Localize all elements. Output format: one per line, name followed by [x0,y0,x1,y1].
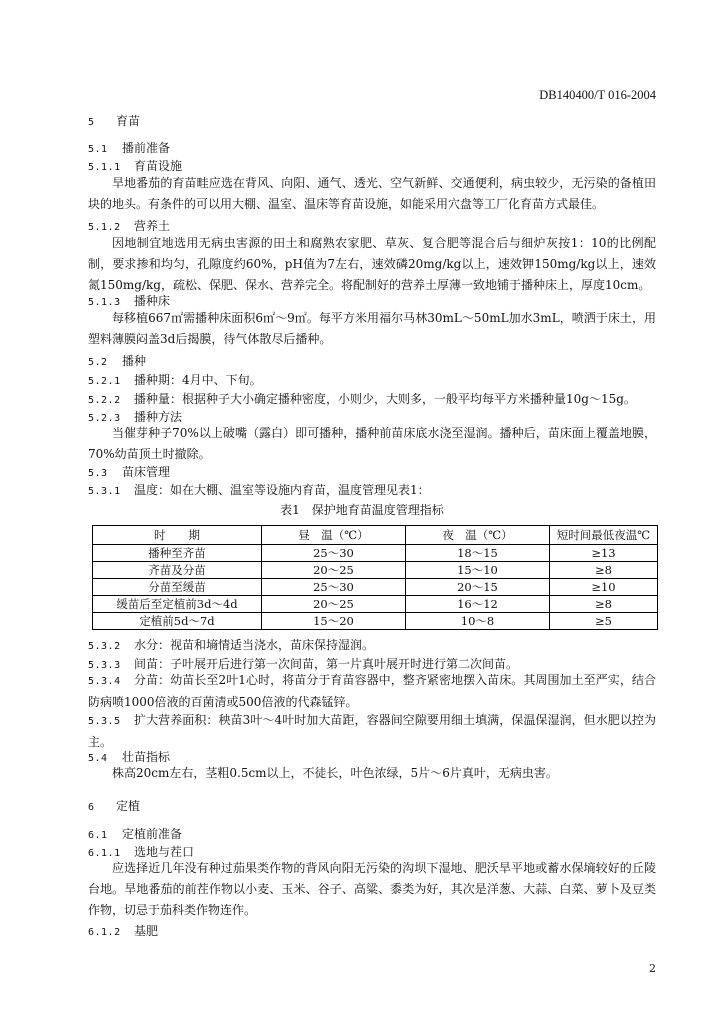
section-number: 5.2 [88,357,108,368]
table-row [93,562,658,579]
section-title: 定植前准备 [122,827,183,841]
section-number: 5.3.3 [88,660,121,671]
table-cell: ≥10 [550,579,658,596]
temperature-table [92,525,658,630]
table-row [93,545,658,562]
clause-text: 分苗：幼苗长至2叶1心时，将苗分于育苗容器中，整齐紧密地摆入苗床。其周围加土至严实，结合防病喷1000倍液的百菌清或500倍液的代森锰锌。 [88,673,656,709]
section-number: 5.1.2 [88,222,121,233]
section-number: 5.3 [88,468,108,479]
table-cell: 15～10 [406,562,550,579]
table-cell: 20～25 [262,596,406,613]
table-cell: 20～25 [262,562,406,579]
table-cell: 播种至齐苗 [93,545,262,562]
table-cell: 分苗至缓苗 [93,579,262,596]
table-cell: 15～20 [262,613,406,630]
table-cell: 定植前5d～7d [93,613,262,630]
section-number: 5.3.5 [88,716,121,727]
section-title: 选地与茬口 [134,845,195,859]
section-heading [88,797,140,814]
table-cell: 18～15 [406,545,550,562]
section-number: 5.3.2 [88,641,121,652]
table-cell: ≥8 [550,596,658,613]
section-heading [88,922,158,939]
table-cell: ≥8 [550,562,658,579]
clause [88,670,656,713]
table-cell: 缓苗后至定植前3d～4d [93,596,262,613]
section-heading [88,217,170,234]
table-header-cell: 短时间最低夜温℃ [550,526,658,545]
section-title: 壮苗指标 [122,750,171,764]
paragraph: 每移植667㎡需播种床面积6㎡～9㎡。每平方米用福尔马林30mL～50mL加水3mL，喷洒于床土，用塑料薄膜闷盖3d后揭膜，待气体散尽后播种。 [88,311,656,346]
table-header-cell: 时 期 [93,526,262,545]
section-title: 播种床 [134,294,171,308]
section-heading [88,352,146,369]
clause-text: 水分：视苗和墒情适当浇水，苗床保持湿润。 [134,638,375,652]
section-title: 定植 [116,799,141,813]
section-title: 育苗 [116,114,141,128]
clause [88,710,656,753]
section-title: 播前准备 [122,141,171,155]
section-number: 5.1.3 [88,297,121,308]
section-title: 苗床管理 [122,465,171,479]
section-heading [88,825,182,842]
table-cell: 齐苗及分苗 [93,562,262,579]
section-heading [88,157,182,174]
section-title: 播种 [122,354,147,368]
section-number: 5.1 [88,144,108,155]
paragraph: 应选择近几年没有种过茄果类作物的背风向阳无污染的沟坝下湿地、肥沃旱平地或蓄水保墒较好的丘陵台地。旱地番茄的前茬作物以小麦、玉米、谷子、高粱、黍类为好，其次是洋葱、大蒜、白菜、萝卜及豆类作物，切忌于茄科类作物连作。 [88,861,656,917]
table-cell: ≥5 [550,613,658,630]
section-number: 5.1.1 [88,162,121,173]
table-header-cell: 夜 温（℃） [406,526,550,545]
paragraph: 当催芽种子70%以上破嘴（露白）即可播种，播种前苗床底水浇至湿润。播种后，苗床面上覆盖地膜，70%幼苗顶土时撤除。 [88,426,656,461]
table-row [93,579,658,596]
section-number: 5.2.3 [88,413,121,424]
table-row [93,596,658,613]
section-heading [88,112,140,129]
paragraph: 株高20cm左右，茎粗0.5cm以上，不徒长，叶色浓绿，5片～6片真叶，无病虫害。 [112,766,558,780]
clause [88,371,262,388]
document-code: DB140400/T 016-2004 [539,88,656,102]
clause-text: 温度：如在大棚、温室等设施内育苗，温度管理见表1： [134,483,430,497]
page-number: 2 [649,962,656,975]
paragraph: 因地制宜地选用无病虫害源的田土和腐熟农家肥、草灰、复合肥等混合后与细炉灰按1：10的比例配制，要求掺和均匀，孔隙度约60%，pH值为7左右，速效磷20mg/kg以上，速效钾150mg/kg以上，速效氮150mg/kg，疏松、保肥、保水、营养完全。将配制好的营养土厚薄一致地铺于播种床上，厚度10cm。 [88,236,656,292]
section-number: 5.2.1 [88,376,121,387]
section-title: 营养土 [134,219,171,233]
table-caption: 表1 保护地育苗温度管理指标 [280,503,444,517]
clause-text: 扩大营养面积：秧苗3叶～4叶时加大苗距，容器间空隙要用细土填满，保温保湿润，但水肥以控为主。 [88,713,656,749]
table-cell: 20～15 [406,579,550,596]
table-cell: 16～12 [406,596,550,613]
section-number: 5.3.1 [88,486,121,497]
table-cell: ≥13 [550,545,658,562]
section-title: 基肥 [134,924,159,938]
table-header-cell: 昼 温（℃） [262,526,406,545]
section-heading [88,139,170,156]
clause-text: 间苗：子叶展开后进行第一次间苗，第一片真叶展开时进行第二次间苗。 [134,657,519,671]
clause [88,390,636,407]
section-title: 播种方法 [134,410,183,424]
section-number: 5.3.4 [88,676,121,687]
table-row [93,613,658,630]
table-cell: 25～30 [262,545,406,562]
clause [88,636,374,653]
clause-text: 播种量：根据种子大小确定播种密度，小则少，大则多，一般平均每平方米播种量10g～15g。 [134,392,636,406]
section-number: 6.1 [88,830,108,841]
section-number: 5.2.2 [88,395,121,406]
section-number: 6.1.2 [88,927,121,938]
section-number: 5.4 [88,753,108,764]
clause [88,481,430,498]
table-cell: 10～8 [406,613,550,630]
table-cell: 25～30 [262,579,406,596]
section-heading [88,292,170,309]
section-number: 6 [88,802,95,813]
section-title: 育苗设施 [134,159,183,173]
section-number: 5 [88,117,95,128]
clause-text: 播种期：4月中、下旬。 [134,373,262,387]
section-number: 6.1.1 [88,848,121,859]
paragraph: 旱地番茄的育苗畦应选在背风、向阳、通气、透光、空气新鲜、交通便利，病虫较少，无污染的备植田块的地头。有条件的可以用大棚、温室、温床等育苗设施，如能采用穴盘等工厂化育苗方式最佳。 [88,176,656,211]
table-header-row [93,526,658,545]
section-heading [88,463,170,480]
